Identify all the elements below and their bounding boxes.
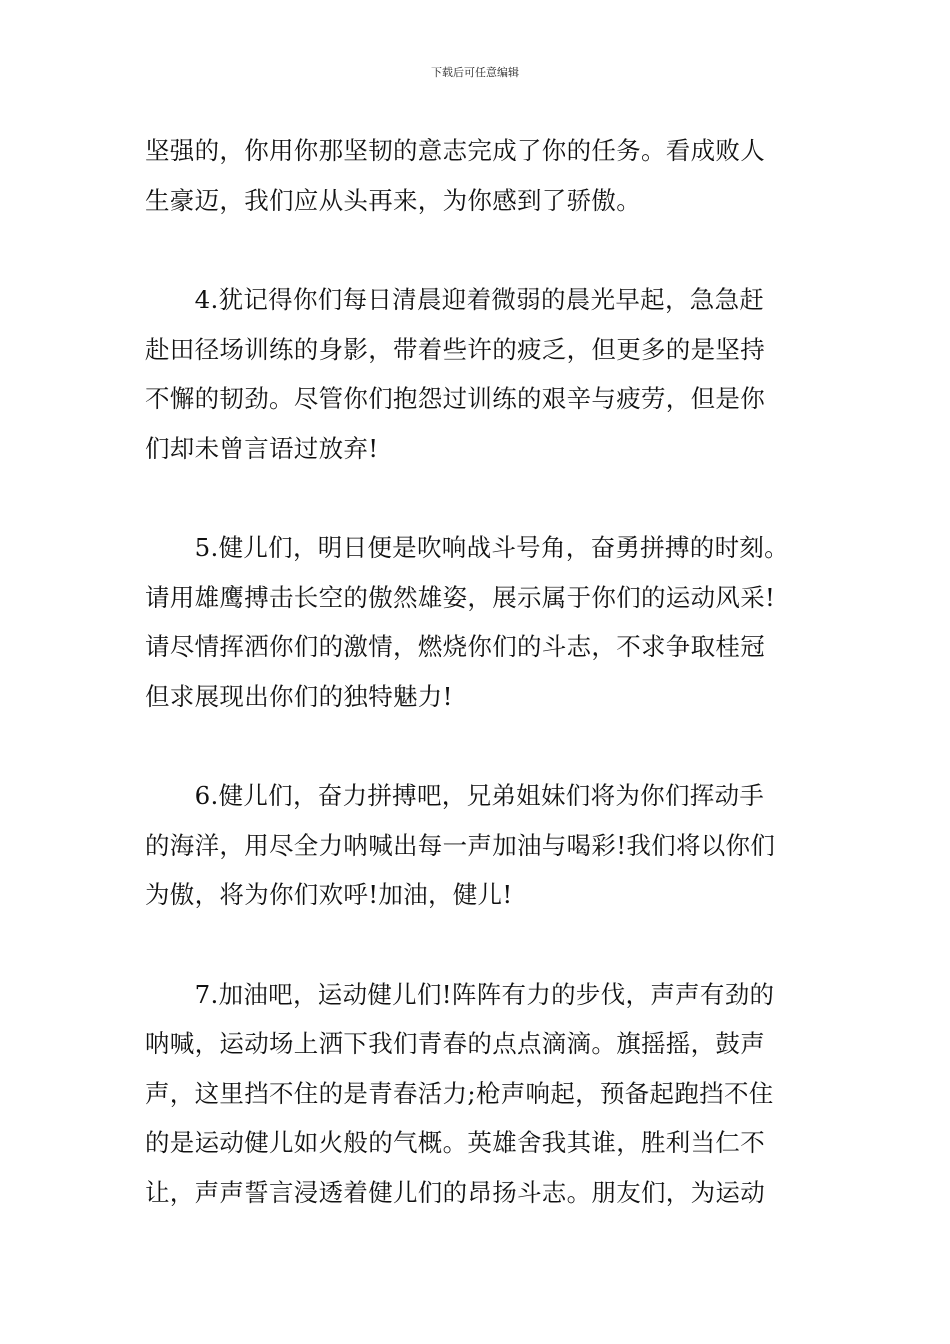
text-line: 4.犹记得你们每日清晨迎着微弱的晨光早起，急急赶 bbox=[145, 285, 765, 314]
page-header: 下载后可任意编辑 bbox=[431, 66, 519, 79]
text-line: 坚强的，你用你那坚韧的意志完成了你的任务。看成败人 bbox=[145, 136, 765, 165]
text-line: 的是运动健儿如火般的气概。英雄舍我其谁，胜利当仁不 bbox=[145, 1128, 765, 1157]
text-line: 7.加油吧，运动健儿们!阵阵有力的步伐，声声有劲的 bbox=[145, 979, 775, 1009]
text-line: 们却未曾言语过放弃! bbox=[145, 433, 379, 463]
text-line: 不懈的韧劲。尽管你们抱怨过训练的艰辛与疲劳，但是你 bbox=[145, 384, 765, 413]
text-line: 让，声声誓言浸透着健儿们的昂扬斗志。朋友们，为运动 bbox=[145, 1177, 765, 1207]
text-line: 声，这里挡不住的是青春活力;枪声响起，预备起跑挡不住 bbox=[145, 1078, 774, 1108]
text-line: 5.健儿们，明日便是吹响战斗号角，奋勇拼搏的时刻。 bbox=[145, 533, 789, 562]
document-body bbox=[145, 126, 820, 1267]
paragraph-item-7 bbox=[145, 970, 820, 1218]
paragraph-continuation bbox=[145, 126, 820, 225]
paragraph-item-5 bbox=[145, 523, 820, 721]
text-line: 生豪迈，我们应从头再来，为你感到了骄傲。 bbox=[145, 185, 641, 215]
paragraph-item-6 bbox=[145, 771, 820, 920]
text-line: 呐喊，运动场上洒下我们青春的点点滴滴。旗摇摇，鼓声 bbox=[145, 1029, 765, 1058]
text-line: 的海洋，用尽全力呐喊出每一声加油与喝彩!我们将以你们 bbox=[145, 830, 776, 860]
paragraph-item-4 bbox=[145, 275, 820, 473]
text-line: 请尽情挥洒你们的激情，燃烧你们的斗志，不求争取桂冠 bbox=[145, 632, 765, 661]
text-line: 但求展现出你们的独特魅力! bbox=[145, 681, 453, 711]
text-line: 6.健儿们，奋力拼搏吧，兄弟姐妹们将为你们挥动手 bbox=[145, 781, 765, 810]
text-line: 赴田径场训练的身影，带着些许的疲乏，但更多的是坚持 bbox=[145, 334, 765, 364]
text-line: 为傲，将为你们欢呼!加油，健儿! bbox=[145, 880, 513, 909]
text-line: 请用雄鹰搏击长空的傲然雄姿，展示属于你们的运动风采! bbox=[145, 582, 776, 612]
